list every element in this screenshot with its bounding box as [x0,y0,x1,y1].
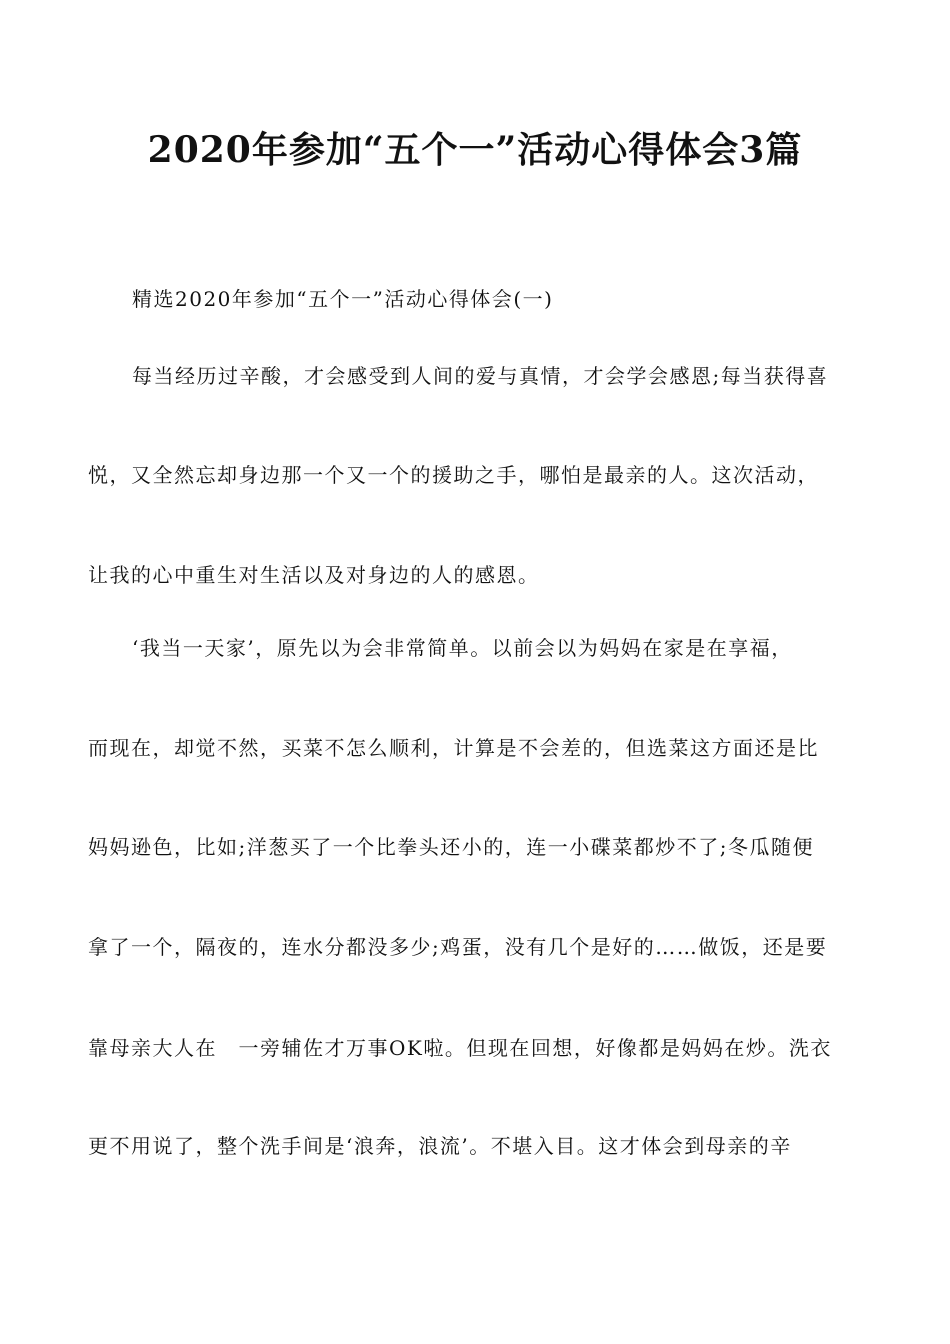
body-line: 悦，又全然忘却身边那一个又一个的援助之手，哪怕是最亲的人。这次活动， [88,463,819,487]
document-title: 2020年参加“五个一”活动心得体会3篇 [147,129,803,171]
body-line: 更不用说了，整个洗手间是‘浪奔，浪流’。不堪入目。这才体会到母亲的辛 [88,1134,792,1158]
body-line: 拿了一个，隔夜的，连水分都没多少;鸡蛋，没有几个是好的……做饭，还是要 [88,935,828,959]
body-line: 妈妈逊色，比如;洋葱买了一个比拳头还小的，连一小碟菜都炒不了;冬瓜随便 [88,835,814,859]
body-line: 而现在，却觉不然，买菜不怎么顺利，计算是不会差的，但选菜这方面还是比 [88,736,819,760]
body-line: 让我的心中重生对生活以及对身边的人的感恩。 [88,563,540,587]
body-line: 每当经历过辛酸，才会感受到人间的爱与真情，才会学会感恩;每当获得喜 [132,364,829,388]
body-line: ‘我当一天家’，原先以为会非常简单。以前会以为妈妈在家是在享福， [132,636,793,660]
body-line: 靠母亲大人在 一旁辅佐才万事OK啦。但现在回想，好像都是妈妈在炒。洗衣 [88,1036,832,1060]
section-heading: 精选2020年参加“五个一”活动心得体会(一) [132,287,554,311]
